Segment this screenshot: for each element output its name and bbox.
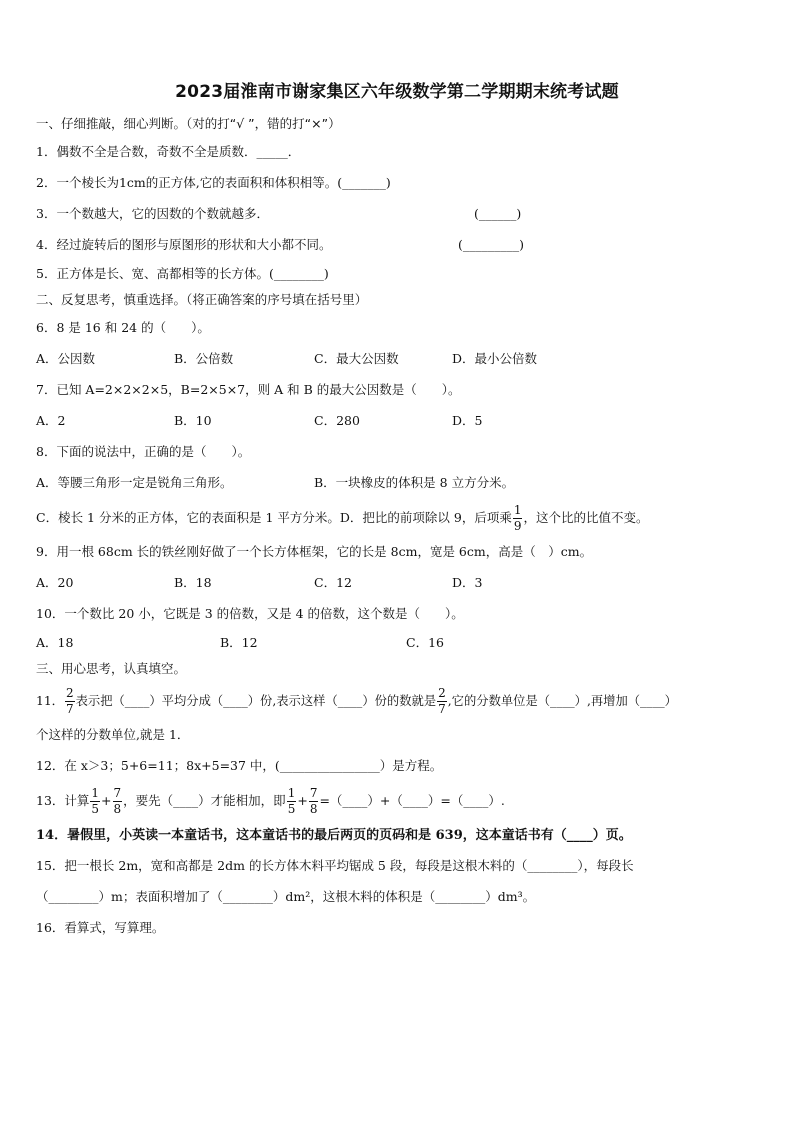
question-10-option-c: C．16: [406, 634, 444, 650]
question-11-continued: 个这样的分数单位,就是 1．: [36, 727, 190, 743]
fraction-numerator: 2: [438, 685, 446, 700]
question-6-options: [36, 344, 758, 375]
question-8-option-a: A．等腰三角形一定是锐角三角形。: [36, 475, 233, 491]
question-11-text-b: ,它的分数单位是（____）,再增加（____）: [447, 693, 677, 708]
question-6-option-c: C．最大公因数: [314, 351, 399, 367]
section-2-heading: 二、反复思考，慎重选择。（将正确答案的序号填在括号里）: [36, 291, 368, 307]
question-10-options: [36, 630, 758, 656]
fraction-numerator: 7: [309, 785, 318, 800]
page-title: 2023届淮南市谢家集区六年级数学第二学期期末统考试题: [175, 82, 619, 102]
fraction-numerator: 1: [91, 785, 100, 800]
plus-sign: +: [101, 792, 112, 808]
question-13-text-c: =（____）+（____）=（____）.: [319, 792, 505, 808]
question-9-option-a: A．20: [36, 575, 74, 591]
question-7: 7．已知 A=2×2×2×5，B=2×5×7，则 A 和 B 的最大公因数是（ ）。: [36, 382, 461, 398]
question-9-option-c: C．12: [314, 575, 352, 591]
question-7-options: [36, 406, 758, 437]
question-7-option-c: C．280: [314, 413, 360, 429]
question-8-options-cd: [36, 499, 758, 537]
fraction-denominator: 7: [65, 701, 74, 716]
fraction-numerator: 7: [113, 785, 122, 800]
question-10: 10．一个数比 20 小，它既是 3 的倍数，又是 4 的倍数，这个数是（ ）。: [36, 606, 464, 622]
question-14: 14．暑假里，小英读一本童话书，这本童话书的最后两页的页码和是 639，这本童话书有（____）页。: [36, 828, 632, 843]
question-10-option-b: B．12: [220, 634, 258, 650]
question-9: 9．用一根 68cm 长的铁丝刚好做了一个长方体框架，它的长是 8cm，宽是 6cm，高是（ ）cm。: [36, 544, 593, 560]
question-8-option-d-post: ，这个比的比值不变。: [523, 509, 649, 525]
question-15: 15．把一根长 2m，宽和高都是 2dm 的长方体木料平均锯成 5 段，每段是这根木料的（________），每段长: [36, 858, 634, 874]
question-8-option-d-pre: D．把比的前项除以 9，后项乘: [339, 509, 512, 525]
question-9-option-d: D．3: [452, 575, 483, 591]
question-8-option-d-fraction: [513, 504, 523, 532]
fraction-numerator: 1: [287, 785, 296, 800]
question-11-fraction-b: [437, 687, 447, 715]
fraction-denominator: 8: [309, 801, 318, 816]
fraction-denominator: 7: [438, 701, 446, 716]
question-7-option-b: B．10: [174, 413, 212, 429]
fraction-denominator: 8: [113, 801, 122, 816]
question-4: [36, 230, 758, 261]
question-8-options-ab: [36, 468, 758, 499]
question-6-option-a: A．公因数: [36, 351, 96, 367]
question-11-fraction-a: [65, 687, 75, 715]
section-3-heading: 三、用心思考，认真填空。: [36, 660, 187, 676]
question-13: [36, 782, 758, 820]
question-16: 16．看算式，写算理。: [36, 920, 165, 936]
question-6-option-d: D．最小公倍数: [452, 351, 538, 367]
question-3-blank: (______): [474, 206, 522, 222]
question-10-option-a: A．18: [36, 634, 74, 650]
plus-sign: +: [297, 792, 308, 808]
question-5: 5．正方体是长、宽、高都相等的长方体。(________): [36, 265, 329, 281]
question-6: 6．8 是 16 和 24 的（ ）。: [36, 320, 210, 336]
question-13-fraction-1: [90, 787, 100, 815]
question-13-fraction-3: [287, 787, 297, 815]
question-13-text-b: ，要先（____）才能相加，即: [123, 792, 286, 808]
question-7-option-d: D．5: [452, 413, 483, 429]
question-15-continued: （________）m；表面积增加了（________）dm²，这根木料的体积是（________）dm³。: [36, 889, 536, 905]
question-11-text-a: 表示把（____）平均分成（____）份,表示这样（____）份的数就是: [75, 693, 437, 708]
question-6-option-b: B．公倍数: [174, 351, 234, 367]
fraction-denominator: 5: [91, 801, 100, 816]
question-12: 12．在 x＞3；5+6=11；8x+5=37 中，(________________）是方程。: [36, 758, 443, 774]
question-2: 2．一个棱长为1cm的正方体,它的表面积和体积相等。(_______): [36, 175, 391, 191]
question-8-option-c: C．棱长 1 分米的正方体，它的表面积是 1 平方分米。: [36, 509, 340, 525]
question-4-blank: (_________): [458, 237, 525, 253]
question-3-text: 3．一个数越大，它的因数的个数就越多．: [36, 206, 269, 222]
question-11: [36, 682, 758, 720]
fraction-denominator: 9: [513, 518, 522, 533]
question-7-option-a: A．2: [36, 413, 66, 429]
question-9-options: [36, 568, 758, 599]
question-13-fraction-4: [309, 787, 319, 815]
question-4-text: 4．经过旋转后的图形与原图形的形状和大小都不同。: [36, 237, 332, 253]
question-8-option-b: B．一块橡皮的体积是 8 立方分米。: [314, 475, 515, 491]
question-13-text-a: 13．计算: [36, 792, 90, 808]
fraction-numerator: 2: [65, 685, 74, 700]
question-11-number: 11．: [36, 693, 64, 708]
question-3: [36, 199, 758, 230]
question-13-fraction-2: [113, 787, 123, 815]
question-9-option-b: B．18: [174, 575, 212, 591]
section-1-heading: 一、仔细推敲，细心判断。（对的打“√ ”，错的打“×”）: [36, 115, 341, 131]
question-1: 1．偶数不全是合数，奇数不全是质数．_____．: [36, 144, 301, 160]
fraction-denominator: 5: [287, 801, 296, 816]
question-8: 8．下面的说法中，正确的是（ ）。: [36, 444, 251, 460]
fraction-numerator: 1: [513, 502, 522, 517]
